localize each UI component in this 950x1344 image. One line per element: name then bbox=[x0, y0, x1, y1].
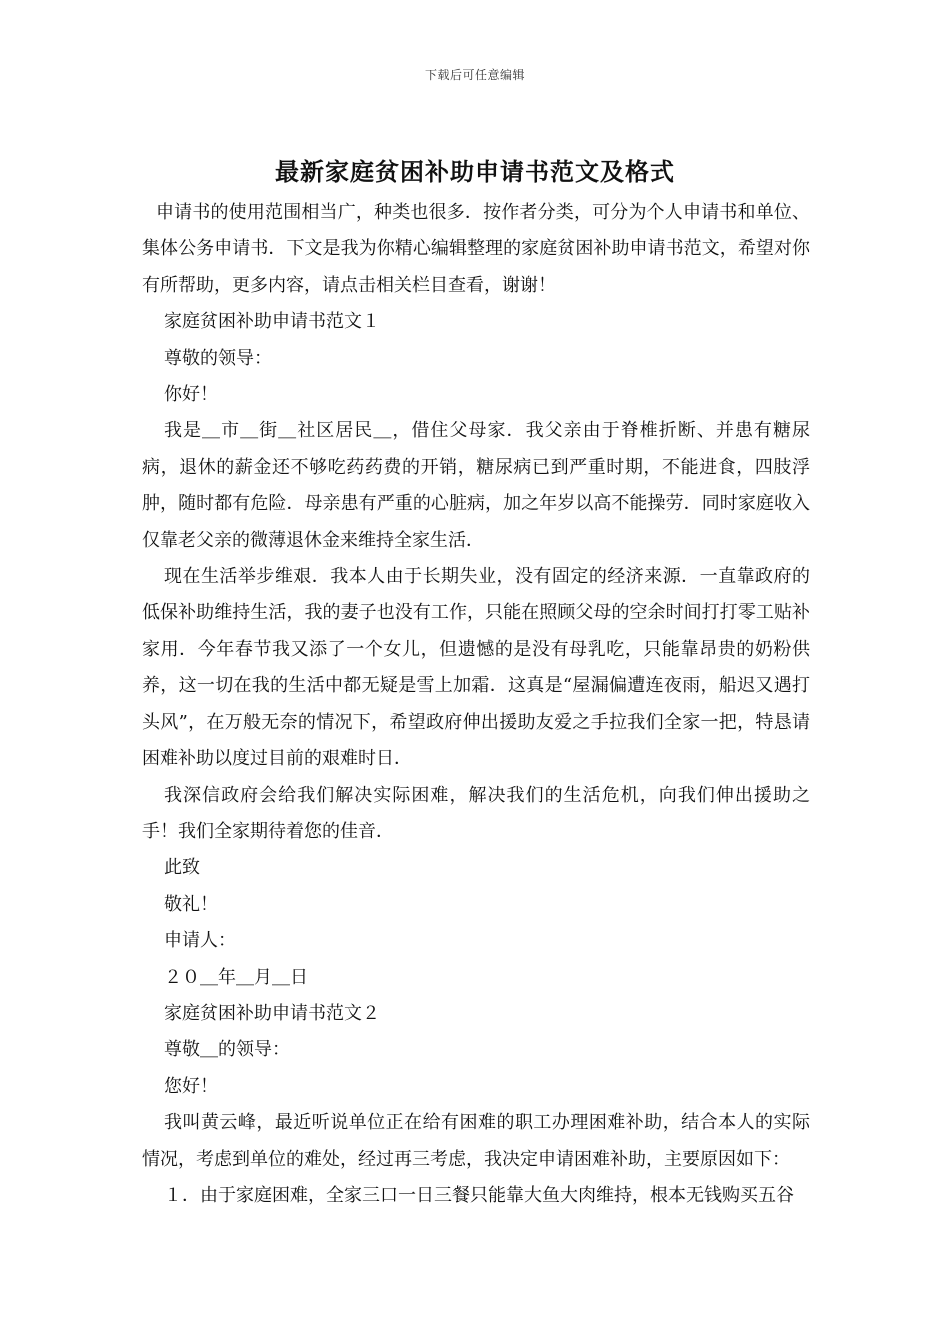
header-note: 下载后可任意编辑 bbox=[424, 68, 525, 82]
body-paragraph: 现在生活举步维艰．我本人由于长期失业，没有固定的经济来源．一直靠政府的低保补助维持生活，我的妻子也没有工作，只能在照顾父母的空余时间打打零工贴补家用．今年春节我又添了一个女儿，但遗憾的是没有母乳吃，只能靠昂贵的奶粉供养，这一切在我的生活中都无疑是雪上加霜．这真是“屋漏偏遭连夜雨，船迟又遇打头风”，在万般无奈的情况下，希望政府伸出援助友爱之手拉我们全家一把，特恳请困难补助以度过目前的艰难时日． bbox=[142, 566, 810, 770]
document-title: 最新家庭贫困补助申请书范文及格式 bbox=[275, 157, 675, 186]
intro-paragraph: 申请书的使用范围相当广，种类也很多．按作者分类，可分为个人申请书和单位、集体公务申请书．下文是我为你精心编辑整理的家庭贫困补助申请书范文，希望对你有所帮助，更多内容，请点击相关栏目查看，谢谢！ bbox=[142, 202, 810, 296]
body-paragraph: 我是＿市＿街＿社区居民＿，借住父母家．我父亲由于脊椎折断、并患有糖尿病，退休的薪金还不够吃药药费的开销，糖尿病已到严重时期，不能进食，四肢浮肿，随时都有危险．母亲患有严重的心脏病，加之年岁以高不能操劳．同时家庭收入仅靠老父亲的微薄退休金来维持全家生活． bbox=[142, 420, 810, 551]
closing-line: 此致 bbox=[164, 857, 200, 879]
body-paragraph: 我叫黄云峰，最近听说单位正在给有困难的职工办理困难补助，结合本人的实际情况，考虑到单位的难处，经过再三考虑，我决定申请困难补助，主要原因如下： bbox=[142, 1112, 810, 1170]
date-line: ２０＿年＿月＿日 bbox=[164, 966, 308, 988]
section-heading-2: 家庭贫困补助申请书范文２ bbox=[164, 1002, 380, 1024]
greeting: 你好！ bbox=[164, 384, 218, 406]
document-body bbox=[142, 195, 810, 1214]
salutation: 尊敬的领导： bbox=[164, 347, 272, 369]
closing-regards: 敬礼！ bbox=[164, 893, 218, 915]
section-heading-1: 家庭贫困补助申请书范文１ bbox=[164, 311, 380, 333]
body-paragraph: 我深信政府会给我们解决实际困难，解决我们的生活危机，向我们伸出援助之手！我们全家期待着您的佳音． bbox=[142, 784, 810, 842]
applicant-line: 申请人： bbox=[164, 930, 236, 952]
list-item: １．由于家庭困难，全家三口一日三餐只能靠大鱼大肉维持，根本无钱购买五谷 bbox=[164, 1184, 794, 1206]
salutation: 尊敬＿的领导： bbox=[164, 1039, 290, 1061]
greeting: 您好！ bbox=[164, 1075, 218, 1097]
